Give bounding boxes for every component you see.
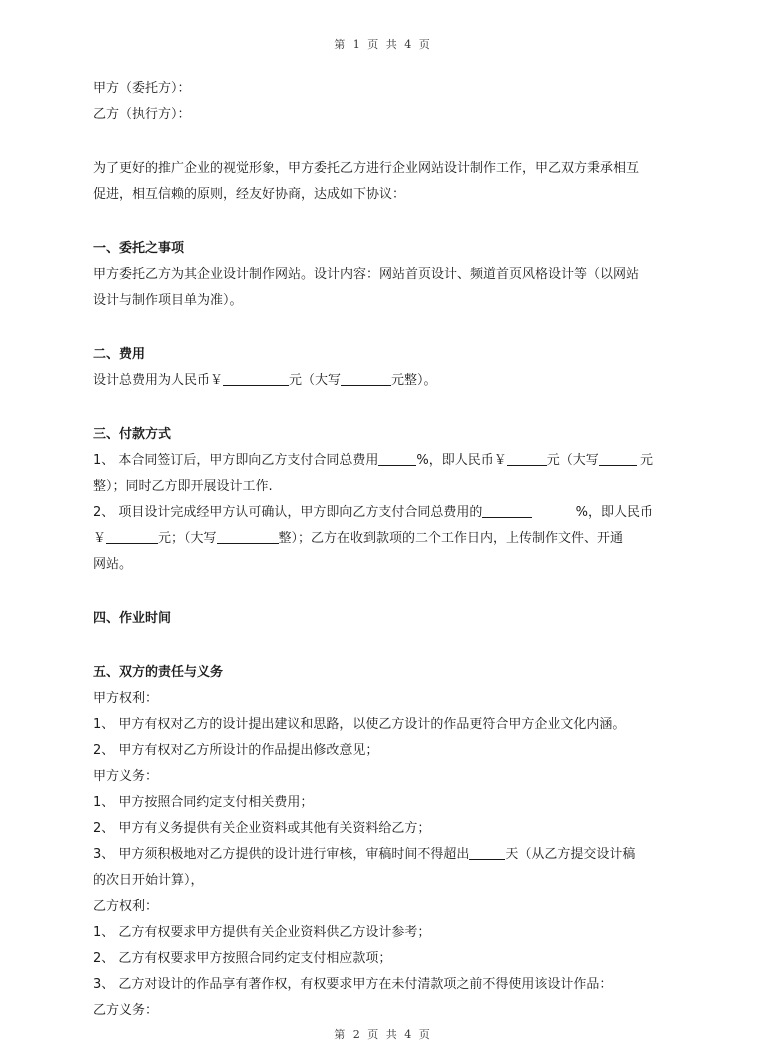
contract-body [93, 76, 653, 1024]
fee-text-1: 设计总费用为人民币￥ [93, 373, 224, 388]
payment-1-text-b: %，即人民币￥ [416, 453, 507, 468]
section-1-line-2: 设计与制作项目单为准）。 [93, 293, 243, 308]
section-1-line-1: 甲方委托乙方为其企业设计制作网站。设计内容：网站首页设计、频道首页风格设计等（以网站 [93, 267, 640, 282]
review-days-blank[interactable] [469, 844, 505, 860]
party-a-duty-2: 2、 甲方有义务提供有关企业资料或其他有关资料给乙方； [93, 821, 431, 836]
payment-2-text-b: %，即人民币 [575, 505, 653, 520]
party-b-right-1: 1、 乙方有权要求甲方提供有关企业资料供乙方设计参考； [93, 925, 431, 940]
payment-1-text-a: 1、 本合同签订后，甲方即向乙方支付合同总费用 [93, 453, 379, 468]
payment-item-2-line-3: 网站。 [93, 557, 133, 572]
payment-2-amount-blank[interactable] [106, 528, 158, 544]
section-3-title: 三、付款方式 [93, 427, 172, 442]
payment-2-text-a: 2、 项目设计完成经甲方认可确认，甲方即向乙方支付合同总费用的 [93, 505, 483, 520]
fee-text-2: 元（大写 [289, 373, 342, 388]
party-a-duty-1: 1、 甲方按照合同约定支付相关费用； [93, 795, 314, 810]
payment-2-text-c: ￥ [93, 531, 107, 546]
page-header: 第 1 页 共 4 页 [334, 38, 432, 51]
preamble-line-2: 促进，相互信赖的原则，经友好协商，达成如下协议： [93, 187, 406, 202]
party-a-duty-3-line-1 [93, 842, 653, 868]
party-a-label: 甲方（委托方）： [93, 81, 191, 96]
fee-amount-blank[interactable] [223, 370, 289, 386]
payment-1-uppercase-blank[interactable] [599, 450, 637, 466]
party-b-rights-label: 乙方权利： [93, 899, 159, 914]
section-1-title: 一、委托之事项 [93, 241, 185, 256]
payment-item-2-line-1 [93, 500, 653, 526]
duty-3-text-a: 3、 甲方须积极地对乙方提供的设计进行审核，审稿时间不得超出 [93, 847, 470, 862]
duty-3-text-b: 天（从乙方提交设计稿 [505, 847, 636, 862]
payment-2-text-d: 元；（大写 [158, 531, 217, 546]
preamble-line-1: 为了更好的推广企业的视觉形象，甲方委托乙方进行企业网站设计制作工作，甲乙双方秉承相互 [93, 161, 640, 176]
payment-1-amount-blank[interactable] [507, 450, 547, 466]
fee-uppercase-blank[interactable] [341, 370, 391, 386]
party-a-right-2: 2、 甲方有权对乙方所设计的作品提出修改意见； [93, 743, 379, 758]
party-a-duty-3-line-2: 的次日开始计算）， [93, 873, 204, 888]
party-a-duties-label: 甲方义务： [93, 769, 159, 784]
payment-item-2-line-2 [93, 526, 653, 552]
payment-item-1-line-2: 整）；同时乙方即开展设计工作. [93, 479, 273, 494]
party-b-right-2: 2、 乙方有权要求甲方按照合同约定支付相应款项； [93, 951, 392, 966]
payment-2-uppercase-blank[interactable] [217, 528, 279, 544]
party-b-right-3: 3、 乙方对设计的作品享有著作权，有权要求甲方在未付清款项之前不得使用该设计作品： [93, 977, 613, 992]
section-4-title: 四、作业时间 [93, 611, 172, 626]
party-a-right-1: 1、 甲方有权对乙方的设计提出建议和思路，以使乙方设计的作品更符合甲方企业文化内涵。 [93, 717, 626, 732]
payment-1-text-c: 元（大写 [546, 453, 599, 468]
section-2-fee-line [93, 368, 653, 394]
payment-2-text-e: 整）；乙方在收到款项的二个工作日内，上传制作文件、开通 [278, 531, 624, 546]
section-2-title: 二、费用 [93, 347, 146, 362]
payment-1-text-d: 元 [639, 453, 653, 468]
page-footer: 第 2 页 共 4 页 [334, 1028, 432, 1041]
payment-2-percent-blank[interactable] [482, 502, 532, 518]
section-5-title: 五、双方的责任与义务 [93, 665, 224, 680]
party-b-duties-label: 乙方义务： [93, 1003, 159, 1018]
payment-1-percent-blank[interactable] [378, 450, 416, 466]
fee-text-3: 元整）。 [391, 373, 437, 388]
party-b-label: 乙方（执行方）： [93, 107, 191, 122]
payment-item-1-line-1 [93, 448, 653, 474]
party-a-rights-label: 甲方权利： [93, 691, 159, 706]
